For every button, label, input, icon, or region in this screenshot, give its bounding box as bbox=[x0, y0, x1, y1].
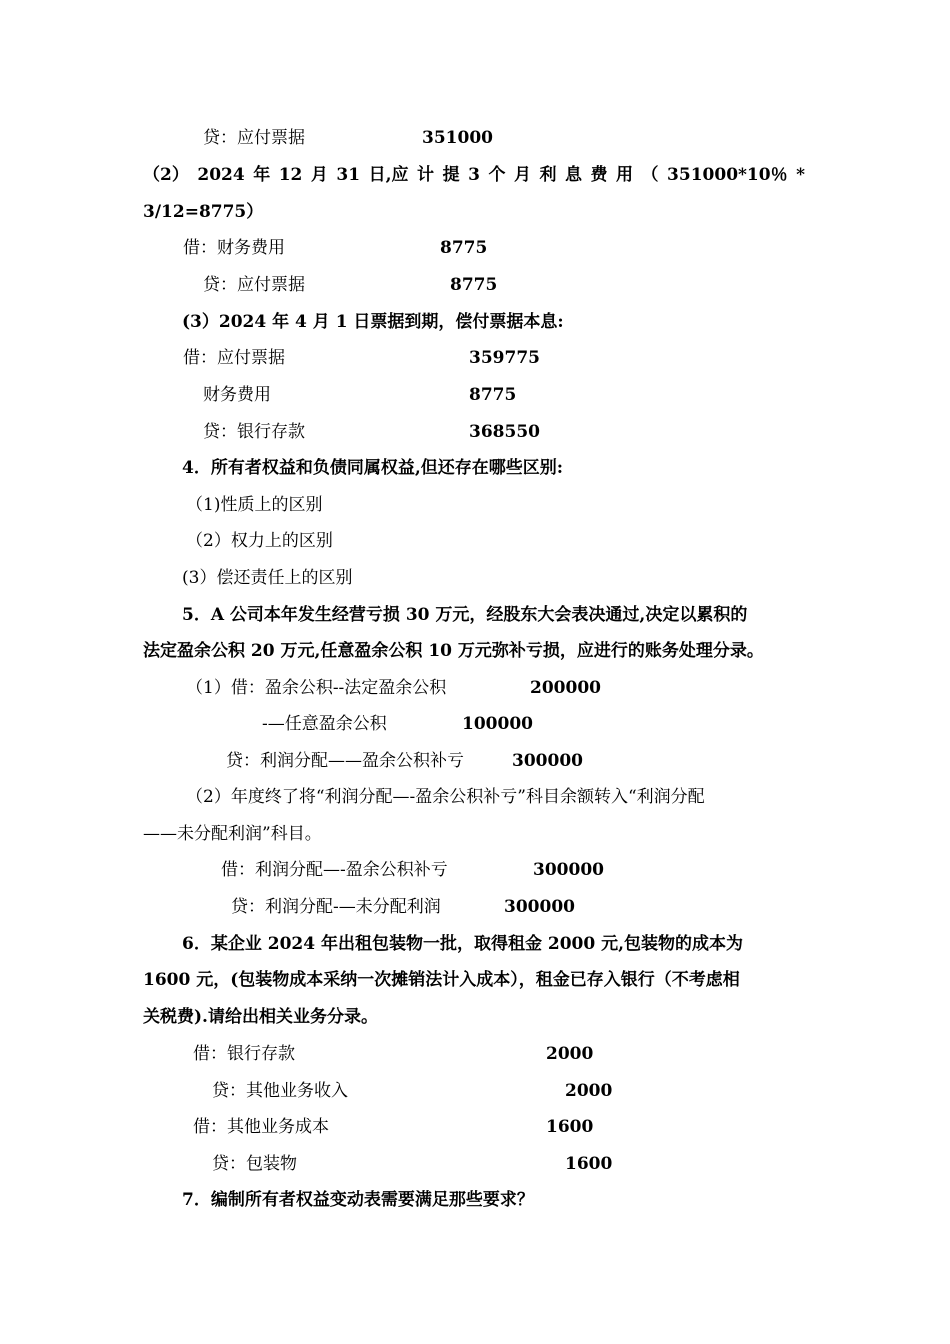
question-6-continuation: 关税费).请给出相关业务分录。 bbox=[143, 1007, 378, 1027]
answer-item: （2）权力上的区别 bbox=[186, 531, 333, 551]
entry-amount: 100000 bbox=[462, 714, 533, 734]
question-5-heading: 5．A 公司本年发生经营亏损 30 万元，经股东大会表决通过,决定以累积的 bbox=[182, 605, 748, 625]
entry-debit-profit-distribution-label: 借：利润分配—-盈余公积补亏 bbox=[221, 860, 448, 880]
entry-credit-bank-deposit-label: 贷：银行存款 bbox=[203, 422, 305, 442]
entry-discretionary-surplus-label: -—任意盈余公积 bbox=[262, 714, 387, 734]
entry-credit-packaging-label: 贷：包装物 bbox=[212, 1154, 297, 1174]
entry-credit-profit-distribution-label: 贷：利润分配——盈余公积补亏 bbox=[226, 751, 464, 771]
answer-item: （1)性质上的区别 bbox=[186, 495, 323, 515]
entry-amount: 351000 bbox=[422, 128, 493, 148]
entry-amount: 300000 bbox=[512, 751, 583, 771]
entry-amount: 8775 bbox=[440, 238, 488, 258]
question-6-heading: 6．某企业 2024 年出租包装物一批，取得租金 2000 元,包装物的成本为 bbox=[182, 934, 744, 954]
question-5-continuation: 法定盈余公积 20 万元,任意盈余公积 10 万元弥补亏损，应进行的账务处理分录。 bbox=[143, 641, 764, 661]
entry-finance-expense-label: 财务费用 bbox=[203, 385, 271, 405]
entry-debit-surplus-reserve-label: （1）借：盈余公积--法定盈余公积 bbox=[186, 678, 447, 698]
entry-amount: 300000 bbox=[533, 860, 604, 880]
answer-item: (3）偿还责任上的区别 bbox=[182, 568, 353, 588]
entry-amount: 2000 bbox=[546, 1044, 594, 1064]
question-6-continuation: 1600 元，(包装物成本采纳一次摊销法计入成本），租金已存入银行（不考虑相 bbox=[143, 970, 740, 990]
entry-credit-notes-payable-label: 贷：应付票据 bbox=[203, 128, 305, 148]
entry-debit-other-cost-label: 借：其他业务成本 bbox=[193, 1117, 329, 1137]
question-7-heading: 7．编制所有者权益变动表需要满足那些要求？ bbox=[182, 1190, 534, 1210]
entry-credit-undistributed-profit-label: 贷：利润分配-—未分配利润 bbox=[231, 897, 441, 917]
entry-credit-other-income-label: 贷：其他业务收入 bbox=[212, 1081, 348, 1101]
question-4-heading: 4．所有者权益和负债同属权益,但还存在哪些区别: bbox=[182, 458, 564, 478]
entry-amount: 2000 bbox=[565, 1081, 613, 1101]
interest-accrual-line: （2） 2024 年 12 月 31 日,应 计 提 3 个 月 利 息 费 用 （ 351000*10％ * bbox=[143, 165, 805, 185]
entry-amount: 8775 bbox=[469, 385, 517, 405]
entry-amount: 368550 bbox=[469, 422, 540, 442]
entry-amount: 359775 bbox=[469, 348, 540, 368]
item-2-continuation: ——未分配利润”科目。 bbox=[143, 824, 322, 844]
entry-debit-bank-deposit-label: 借：银行存款 bbox=[193, 1044, 295, 1064]
entry-debit-finance-expense-label: 借：财务费用 bbox=[183, 238, 285, 258]
interest-formula-continuation: 3/12=8775） bbox=[143, 202, 264, 222]
entry-amount: 200000 bbox=[530, 678, 601, 698]
item-3-heading: (3）2024 年 4 月 1 日票据到期，偿付票据本息: bbox=[182, 312, 564, 332]
entry-credit-notes-payable-label: 贷：应付票据 bbox=[203, 275, 305, 295]
entry-amount: 1600 bbox=[565, 1154, 613, 1174]
entry-amount: 300000 bbox=[504, 897, 575, 917]
entry-amount: 8775 bbox=[450, 275, 498, 295]
entry-debit-notes-payable-label: 借：应付票据 bbox=[183, 348, 285, 368]
entry-amount: 1600 bbox=[546, 1117, 594, 1137]
item-2-description: （2）年度终了将“利润分配—-盈余公积补亏”科目余额转入“利润分配 bbox=[186, 787, 705, 807]
